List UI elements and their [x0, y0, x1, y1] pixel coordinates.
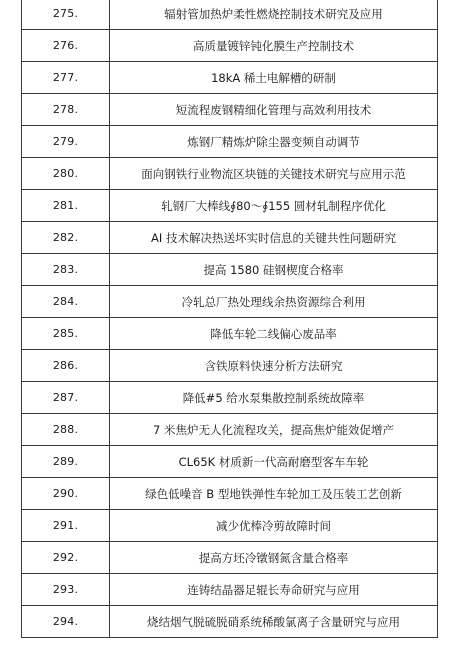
row-number: 279. [22, 126, 110, 158]
table-row [22, 318, 438, 350]
project-title: 含铁原料快速分析方法研究 [110, 350, 438, 382]
project-title: 高质量镀锌钝化膜生产控制技术 [110, 30, 438, 62]
row-number: 281. [22, 190, 110, 222]
row-number: 284. [22, 286, 110, 318]
row-number: 280. [22, 158, 110, 190]
table-row [22, 542, 438, 574]
table-row [22, 0, 438, 30]
table-row [22, 510, 438, 542]
row-number: 289. [22, 446, 110, 478]
project-title: 提高方坯冷镦钢氮含量合格率 [110, 542, 438, 574]
project-title: AI 技术解决热送坏实时信息的关键共性问题研究 [110, 222, 438, 254]
row-number: 285. [22, 318, 110, 350]
project-list-table [21, 0, 438, 638]
table-row [22, 94, 438, 126]
project-title: 炼钢厂精炼炉除尘器变频自动调节 [110, 126, 438, 158]
table-row [22, 478, 438, 510]
row-number: 294. [22, 606, 110, 638]
row-number: 275. [22, 0, 110, 30]
project-title: 辐射管加热炉柔性燃烧控制技术研究及应用 [110, 0, 438, 30]
row-number: 287. [22, 382, 110, 414]
project-title: 轧钢厂大棒线∮80～∮155 圆材轧制程序优化 [110, 190, 438, 222]
table-row [22, 254, 438, 286]
table-row [22, 190, 438, 222]
project-title: 降低车轮二线偏心废品率 [110, 318, 438, 350]
project-title: 烧结烟气脱硫脱硝系统稀酸氯离子含量研究与应用 [110, 606, 438, 638]
project-title: 提高 1580 硅钢楔度合格率 [110, 254, 438, 286]
project-title: 短流程废钢精细化管理与高效利用技术 [110, 94, 438, 126]
project-title: 绿色低噪音 B 型地铁弹性车轮加工及压装工艺创新 [110, 478, 438, 510]
table-row [22, 286, 438, 318]
table-row [22, 446, 438, 478]
row-number: 286. [22, 350, 110, 382]
table-row [22, 222, 438, 254]
table-row [22, 382, 438, 414]
project-title: 冷轧总厂热处理线余热资源综合利用 [110, 286, 438, 318]
project-title: 减少优棒冷剪故障时间 [110, 510, 438, 542]
row-number: 288. [22, 414, 110, 446]
table-row [22, 350, 438, 382]
table-row [22, 62, 438, 94]
row-number: 290. [22, 478, 110, 510]
project-title: 18kA 稀土电解槽的研制 [110, 62, 438, 94]
row-number: 282. [22, 222, 110, 254]
row-number: 276. [22, 30, 110, 62]
table-row [22, 30, 438, 62]
row-number: 283. [22, 254, 110, 286]
project-title: 降低#5 给水泵集散控制系统故障率 [110, 382, 438, 414]
project-title: 7 米焦炉无人化流程攻关，提高焦炉能效促增产 [110, 414, 438, 446]
table-row [22, 126, 438, 158]
table-row [22, 158, 438, 190]
project-title: CL65K 材质新一代高耐磨型客车车轮 [110, 446, 438, 478]
table-row [22, 574, 438, 606]
row-number: 277. [22, 62, 110, 94]
row-number: 291. [22, 510, 110, 542]
row-number: 293. [22, 574, 110, 606]
table-row [22, 414, 438, 446]
project-title: 连铸结晶器足辊长寿命研究与应用 [110, 574, 438, 606]
project-title: 面向钢铁行业物流区块链的关键技术研究与应用示范 [110, 158, 438, 190]
row-number: 278. [22, 94, 110, 126]
row-number: 292. [22, 542, 110, 574]
table-row [22, 606, 438, 638]
